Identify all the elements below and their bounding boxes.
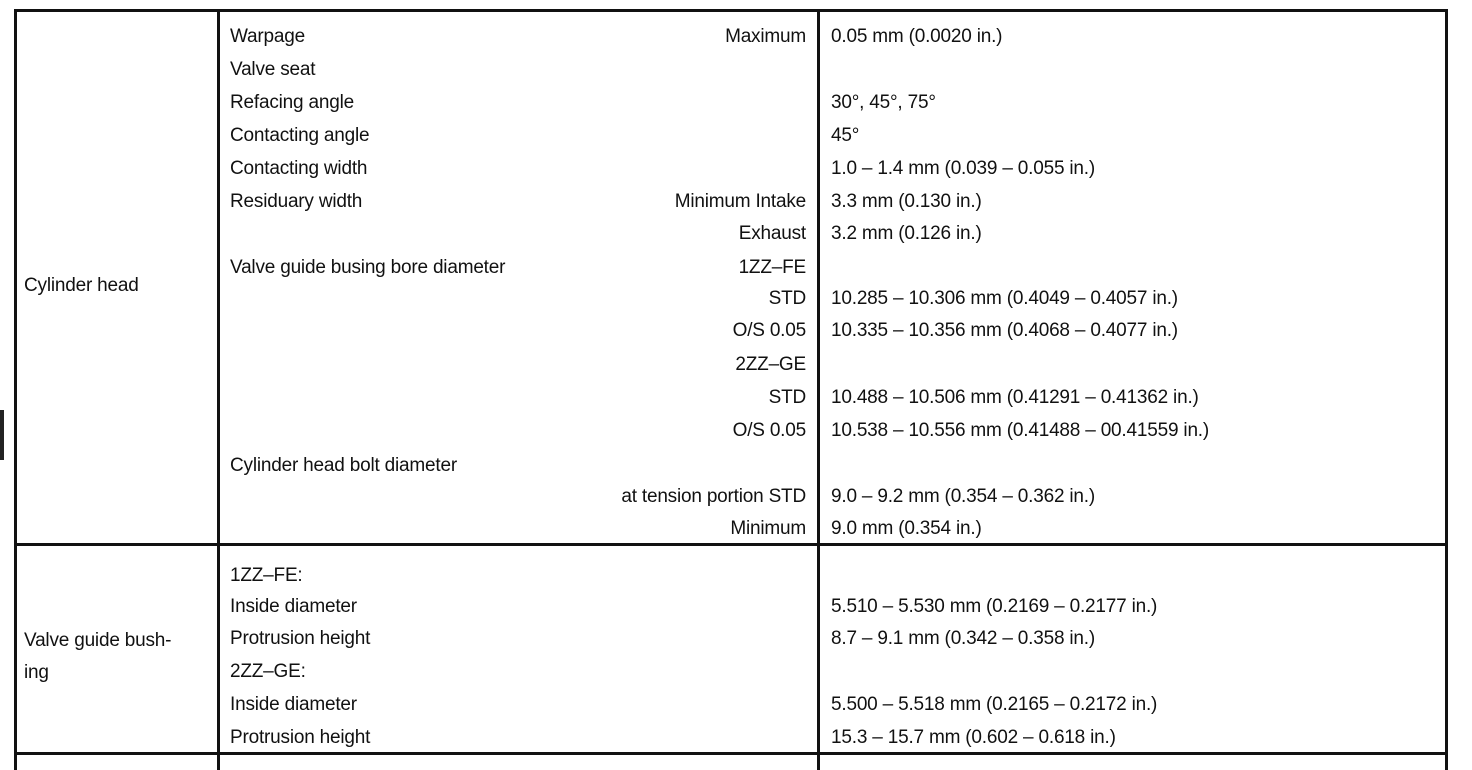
spec-value: 15.3 – 15.7 mm (0.602 – 0.618 in.)	[831, 727, 1116, 748]
spec-qualifier: Maximum	[725, 26, 806, 47]
spec-value: 3.2 mm (0.126 in.)	[831, 223, 982, 244]
spec-value: 9.0 – 9.2 mm (0.354 – 0.362 in.)	[831, 486, 1095, 507]
spec-item-residuary-width: Residuary width	[230, 191, 363, 212]
spec-qualifier: 2ZZ–GE	[735, 354, 806, 375]
spec-item-warpage: Warpage	[230, 26, 305, 47]
spec-item-head-bolt-diameter: Cylinder head bolt diameter	[230, 455, 457, 476]
spec-value: 0.05 mm (0.0020 in.)	[831, 26, 1003, 47]
spec-item-valve-guide-bore: Valve guide busing bore diameter	[230, 257, 506, 278]
section-title-valve-guide-bushing-line2: ing	[24, 662, 49, 683]
spec-item-inside-diameter: Inside diameter	[230, 694, 357, 715]
section-divider	[14, 543, 1448, 546]
spec-value: 10.538 – 10.556 mm (0.41488 – 00.41559 in.)	[831, 420, 1210, 441]
spec-value: 9.0 mm (0.354 in.)	[831, 518, 982, 539]
spec-subgroup-2zz-ge: 2ZZ–GE:	[230, 661, 306, 682]
spec-qualifier: Minimum	[730, 518, 806, 539]
spec-item-contacting-angle: Contacting angle	[230, 125, 370, 146]
spec-qualifier: Exhaust	[738, 223, 806, 244]
spec-item-inside-diameter: Inside diameter	[230, 596, 357, 617]
margin-mark	[0, 410, 4, 460]
column-divider-2	[817, 9, 820, 770]
spec-value: 10.335 – 10.356 mm (0.4068 – 0.4077 in.)	[831, 320, 1178, 341]
spec-item-protrusion-height: Protrusion height	[230, 727, 371, 748]
spec-item-contacting-width: Contacting width	[230, 158, 368, 179]
spec-item-valve-seat: Valve seat	[230, 59, 316, 80]
spec-qualifier: Minimum Intake	[674, 191, 806, 212]
spec-value: 8.7 – 9.1 mm (0.342 – 0.358 in.)	[831, 628, 1095, 649]
spec-value: 1.0 – 1.4 mm (0.039 – 0.055 in.)	[831, 158, 1095, 179]
spec-qualifier: at tension portion STD	[621, 486, 806, 507]
spec-item-refacing-angle: Refacing angle	[230, 92, 354, 113]
spec-value: 45°	[831, 125, 860, 146]
section-title-valve-guide-bushing-line1: Valve guide bush-	[24, 630, 172, 651]
spec-qualifier: STD	[768, 387, 806, 408]
spec-qualifier: STD	[768, 288, 806, 309]
table-top-border	[14, 9, 1448, 12]
spec-qualifier: 1ZZ–FE	[738, 257, 806, 278]
spec-value: 10.488 – 10.506 mm (0.41291 – 0.41362 in.)	[831, 387, 1199, 408]
spec-value: 30°, 45°, 75°	[831, 92, 936, 113]
spec-value: 3.3 mm (0.130 in.)	[831, 191, 982, 212]
spec-subgroup-1zz-fe: 1ZZ–FE:	[230, 565, 303, 586]
table-right-border	[1445, 9, 1448, 770]
column-divider-1	[217, 9, 220, 770]
spec-value: 5.510 – 5.530 mm (0.2169 – 0.2177 in.)	[831, 596, 1158, 617]
spec-item-protrusion-height: Protrusion height	[230, 628, 371, 649]
spec-value: 5.500 – 5.518 mm (0.2165 – 0.2172 in.)	[831, 694, 1158, 715]
spec-value: 10.285 – 10.306 mm (0.4049 – 0.4057 in.)	[831, 288, 1178, 309]
table-bottom-border	[14, 752, 1448, 755]
spec-qualifier: O/S 0.05	[732, 420, 806, 441]
table-left-border	[14, 9, 17, 770]
spec-qualifier: O/S 0.05	[732, 320, 806, 341]
section-title-cylinder-head: Cylinder head	[24, 275, 139, 296]
